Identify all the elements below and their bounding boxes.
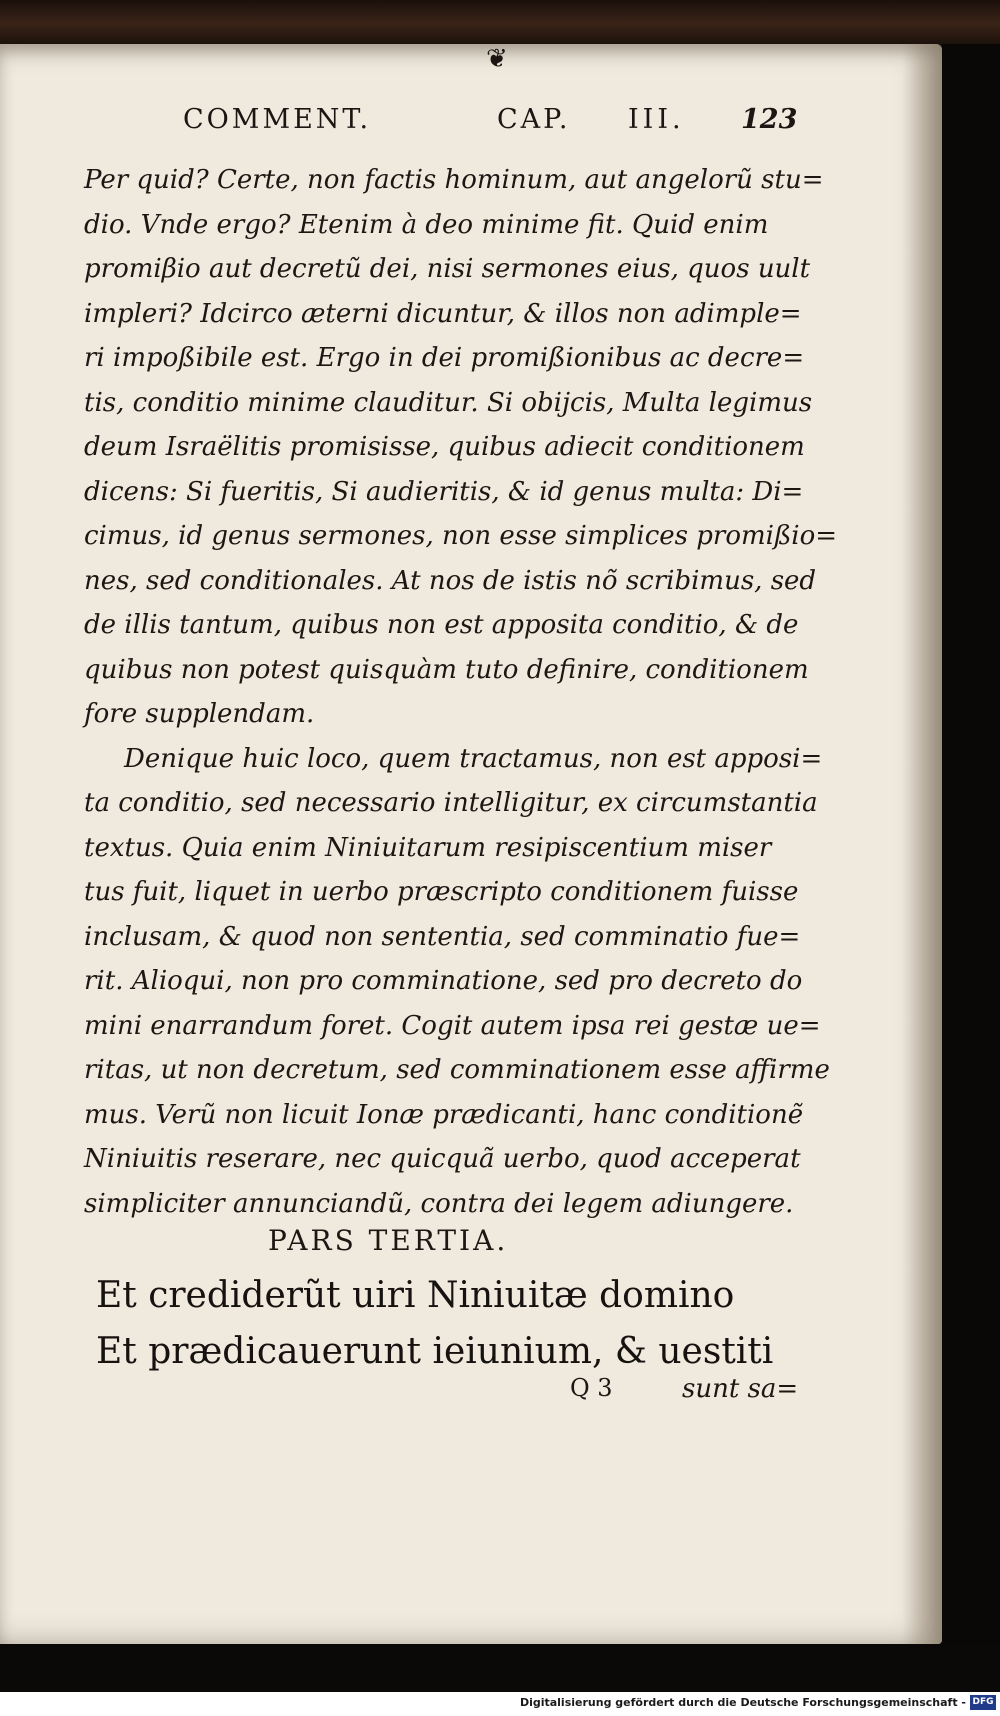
dfg-logo[interactable]: DFG	[970, 1695, 996, 1710]
text-line: fore supplendam.	[84, 699, 315, 729]
text-line: rit. Alioqui, non pro comminatione, sed pro decreto do	[84, 966, 803, 996]
section-heading: PARS TERTIA.	[268, 1224, 509, 1257]
text-line: promiβio aut decretũ dei, nisi sermones eius, quos uult	[84, 254, 811, 284]
running-head	[0, 104, 942, 144]
background-right	[942, 44, 1000, 1664]
text-line: Niniuitis reserare, nec quicquã uerbo, quod acceperat	[84, 1144, 801, 1174]
text-line: mini enarrandum foret. Cogit autem ipsa rei gestæ ue=	[84, 1010, 821, 1041]
signature-mark: Q 3	[570, 1374, 613, 1402]
text-line: tus fuit, liquet in uerbo præscripto conditionem fuisse	[84, 877, 799, 907]
text-line: nes, sed conditionales. At nos de istis nõ scribimus, sed	[84, 565, 817, 596]
paragraph-start-line: Denique huic loco, quem tractamus, non est apposi=	[124, 743, 823, 774]
text-line: dicens: Si fueritis, Si audieritis, & id genus multa: Di=	[84, 476, 804, 507]
text-line: textus. Quia enim Niniuitarum resipiscentium miser	[84, 832, 772, 863]
body-text	[84, 158, 838, 1226]
text-line: simpliciter annunciandũ, contra dei legem adiungere.	[84, 1188, 794, 1219]
text-line: ri impoßibile est. Ergo in dei promißionibus ac decre=	[84, 343, 805, 373]
text-line: mus. Verũ non licuit Ionæ prædicanti, hanc conditionẽ	[84, 1099, 804, 1130]
lemma-line: Et prædicauerunt ieiunium, & uestiti	[96, 1331, 774, 1372]
ornament-mark: ❦	[486, 44, 508, 74]
text-line: dio. Vnde ergo? Etenim à deo minime fit. Quid enim	[84, 209, 769, 240]
text-line: tis, conditio minime clauditur. Si obijcis, Multa legimus	[84, 387, 813, 418]
text-line: Per quid? Certe, non factis hominum, aut angelorũ stu=	[84, 165, 824, 195]
text-line: ta conditio, sed necessario intelligitur, ex circumstantia	[84, 788, 818, 818]
footer-bar	[0, 1692, 1000, 1716]
catchword: sunt sa=	[682, 1374, 799, 1404]
running-head-title: COMMENT.	[183, 104, 372, 135]
running-head-chapter: III.	[628, 104, 685, 135]
lemma-line: Et crediderũt uiri Niniuitæ domino	[96, 1275, 735, 1316]
funding-credit: Digitalisierung gefördert durch die Deutsche Forschungsgemeinschaft -	[519, 1696, 966, 1709]
background-bottom	[0, 1644, 1000, 1692]
folio-number: 123	[741, 104, 798, 135]
text-line: impleri? Idcirco æterni dicuntur, & illos non adimple=	[84, 298, 802, 329]
page-gutter-shadow	[902, 44, 942, 1644]
lemma-text	[96, 1268, 816, 1380]
text-line: quibus non potest quisquàm tuto definire, conditionem	[84, 654, 809, 685]
text-line: ritas, ut non decretum, sed comminationem esse affirme	[84, 1055, 830, 1085]
text-line: de illis tantum, quibus non est apposita conditio, & de	[84, 610, 799, 640]
text-line: cimus, id genus sermones, non esse simplices promißio=	[84, 521, 838, 551]
text-line: deum Israëlitis promisisse, quibus adiecit conditionem	[84, 432, 805, 462]
running-head-cap: CAP.	[497, 104, 571, 135]
text-line: inclusam, & quod non sententia, sed comminatio fue=	[84, 921, 801, 952]
